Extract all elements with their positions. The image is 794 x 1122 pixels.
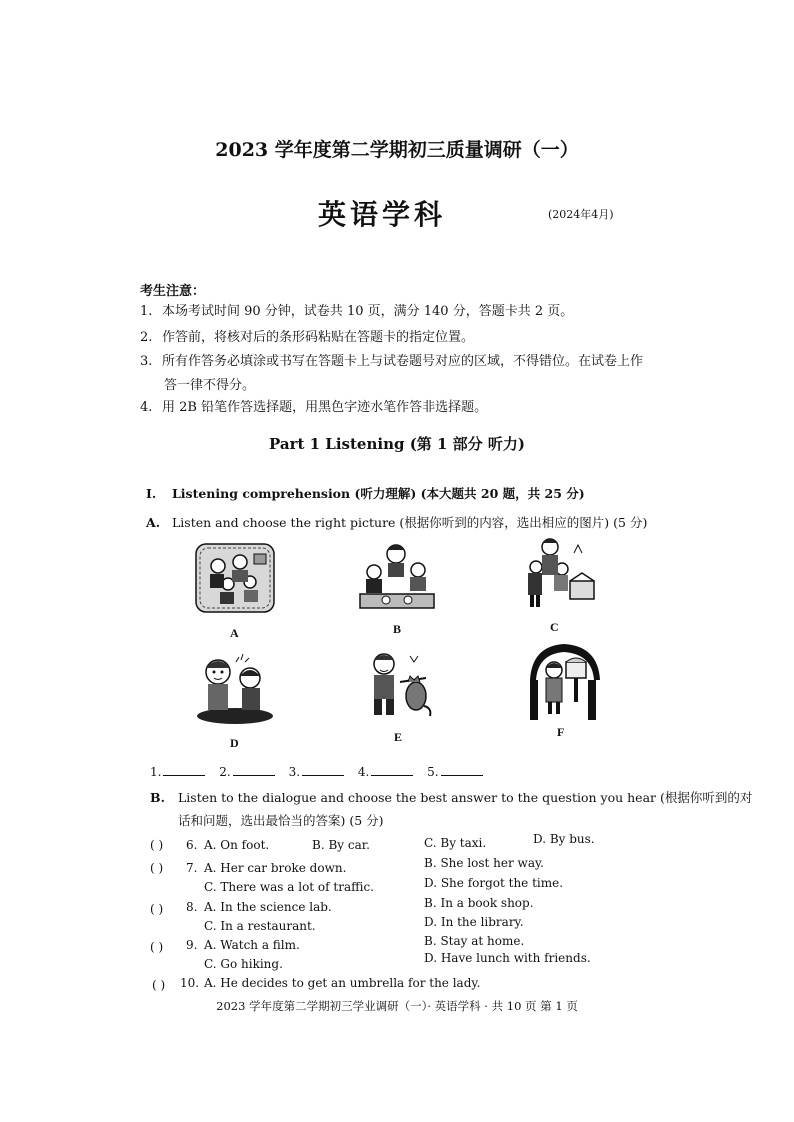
answer-blank-1[interactable] [163,763,205,776]
section-num: I. [146,486,157,501]
question-6 [150,838,178,852]
boy-girl-talking-picture [194,650,276,726]
option-a: A. Her car broke down. [204,861,347,875]
notice-text: 所有作答务必填涂或书写在答题卡上与试卷题号对应的区域，不得错位。在试卷上作 [162,354,644,369]
blank-num: 5. [427,765,439,779]
option-b: B. Stay at home. [424,934,525,948]
family-packing-picture [522,533,600,611]
option-a: A. On foot. [204,838,270,852]
option-a: A. Watch a film. [204,938,300,952]
question-8 [150,902,178,916]
blank-num: 3. [288,765,301,779]
notice-num: 1. [140,304,153,319]
answer-paren[interactable]: ( ) [150,838,164,852]
option-d: D. Have lunch with friends. [424,951,591,965]
notice-text: 本场考试时间 90 分钟，试卷共 10 页，满分 140 分，答题卡共 2 页。 [162,304,574,319]
option-c: C. In a restaurant. [204,919,316,933]
section-text: Listen to the dialogue and choose the best answer to the question you hear (根据你听到的对 [178,790,753,805]
blank-num: 1. [150,765,162,779]
answer-paren[interactable]: ( ) [150,902,164,916]
notice-item-3 [140,350,643,369]
question-9 [150,940,178,954]
picture-label-e: E [394,730,403,744]
section-B-heading-continued: 话和问题，选出最恰当的答案) (5 分) [178,813,384,828]
answer-blank-2[interactable] [233,763,275,776]
boy-cat-picture [366,648,436,720]
answer-paren[interactable]: ( ) [152,978,166,992]
option-b: B. By car. [312,838,370,852]
option-d: D. In the library. [424,915,524,929]
answer-blanks [150,763,493,779]
option-c: C. Go hiking. [204,957,283,971]
picture-label-c: C [550,620,559,634]
option-c: C. By taxi. [424,836,487,850]
notice-num: 3. [140,354,153,369]
section-A-heading [146,513,647,531]
family-picnic-picture [192,540,278,616]
option-a: A. He decides to get an umbrella for the lady. [204,976,481,990]
option-d: D. She forgot the time. [424,876,564,890]
section-num: A. [146,515,161,530]
exam-date: (2024年4月) [548,208,614,221]
girl-mailbox-picture [522,640,606,724]
notice-num: 4. [140,400,153,415]
answer-blank-5[interactable] [441,763,483,776]
question-num: 8. [186,900,198,914]
question-10 [152,978,180,992]
section-text: Listening comprehension (听力理解) (本大题共 20 题，共 25 分) [172,486,585,501]
section-num: B. [150,790,165,805]
option-c: C. There was a lot of traffic. [204,880,375,894]
exam-title: 2023 学年度第二学期初三质量调研（一） [215,139,579,161]
question-7 [150,861,178,875]
blank-num: 4. [357,765,370,779]
part-title: Part 1 Listening (第 1 部分 听力) [269,435,525,453]
notice-item-3-continued: 答一律不得分。 [164,378,256,393]
option-a: A. In the science lab. [204,900,332,914]
notice-text: 用 2B 铅笔作答选择题，用黑色字迹水笔作答非选择题。 [162,400,488,415]
page-footer: 2023 学年度第二学期初三学业调研（一）· 英语学科 · 共 10 页 第 1 页 [216,999,578,1013]
answer-blank-4[interactable] [371,763,413,776]
question-num: 6. [186,838,198,852]
picture-label-d: D [230,736,239,750]
blank-num: 2. [219,765,231,779]
children-cooking-picture [356,540,438,612]
option-b: B. In a book shop. [424,896,534,910]
question-num: 9. [186,938,198,952]
notice-item-2 [140,326,474,345]
section-text: Listen and choose the right picture (根据你听到的内容，选出相应的图片) (5 分) [172,515,648,530]
question-num: 7. [186,861,198,875]
question-num: 10. [180,976,200,990]
section-I-heading [146,484,585,502]
picture-label-f: F [557,725,565,739]
answer-blank-3[interactable] [302,763,344,776]
answer-paren[interactable]: ( ) [150,861,164,875]
option-d: D. By bus. [533,832,595,846]
notice-item-1 [140,300,573,319]
notice-heading: 考生注意： [140,284,206,299]
picture-label-b: B [393,622,402,636]
picture-label-a: A [230,626,239,640]
subject-title: 英语学科 [318,198,447,231]
notice-text: 作答前，将核对后的条形码粘贴在答题卡的指定位置。 [162,330,475,345]
answer-paren[interactable]: ( ) [150,940,164,954]
notice-num: 2. [140,330,153,345]
notice-item-4 [140,396,487,415]
section-B-heading [150,788,752,806]
option-b: B. She lost her way. [424,856,544,870]
